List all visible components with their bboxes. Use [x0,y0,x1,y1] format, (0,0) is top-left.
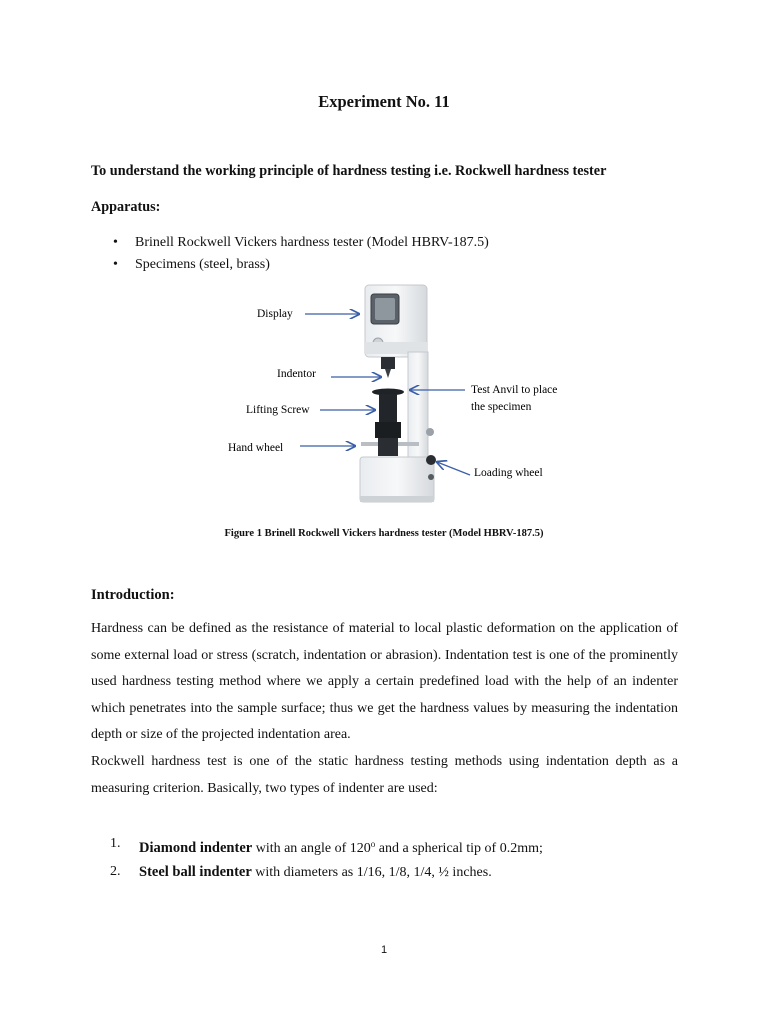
indentor-label: Indentor [277,368,316,380]
introduction-heading: Introduction: [91,587,175,603]
tester-machine [360,285,436,502]
page-title: Experiment No. 11 [318,92,450,111]
lifting-screw-label: Lifting Screw [246,404,310,416]
introduction-paragraph: Hardness can be defined as the resistance of material to local plastic deformation on the application of some external load or stress (scratch, indentation or abrasion). Indentation test is one of the prominently used hardness testing method where we apply a certain predefined load with the help of an indenter which penetrates into the sample surface; thus we get the hardness values by measuring the indentation depth or size of the projected indentation area. [91,621,678,742]
list-item [110,858,543,886]
test-anvil-label-line1: Test Anvil to place [471,384,558,396]
loading-wheel-label: Loading wheel [474,467,543,479]
indenter-name: Steel ball indenter [139,864,252,880]
rockwell-paragraph: Rockwell hardness test is one of the static hardness testing methods using indentation depth as a measuring criterion. Basically, two types of indenter are used: [91,754,678,796]
page-number: 1 [380,944,388,956]
hardness-tester-illustration [225,282,585,512]
experiment-aim: To understand the working principle of hardness testing i.e. Rockwell hardness tester [91,163,607,179]
apparatus-list [110,232,489,276]
indenter-text: and a spherical tip of 0.2mm; [375,841,543,856]
loading-wheel-arrow [437,462,470,475]
indenter-list [110,830,543,886]
degree-superscript: o [370,839,376,849]
apparatus-item: • Specimens (steel, brass) [110,254,489,276]
test-anvil-label-line2: the specimen [471,401,532,413]
display-label: Display [257,308,293,320]
indenter-text: with diameters as 1/16, 1/8, 1/4, ½ inches. [251,865,492,880]
figure-caption: Figure 1 Brinell Rockwell Vickers hardness tester (Model HBRV-187.5) [224,528,544,539]
apparatus-item: • Brinell Rockwell Vickers hardness tester (Model HBRV-187.5) [110,232,489,254]
list-item [110,830,543,858]
hardness-tester-figure [225,282,585,512]
indenter-name: Diamond indenter [139,840,253,856]
list-number: 1. [110,836,121,851]
list-number: 2. [110,864,121,879]
indenter-text: with an angle of 120 [252,841,371,856]
hand-wheel-label: Hand wheel [228,442,284,454]
apparatus-heading: Apparatus: [91,199,161,215]
